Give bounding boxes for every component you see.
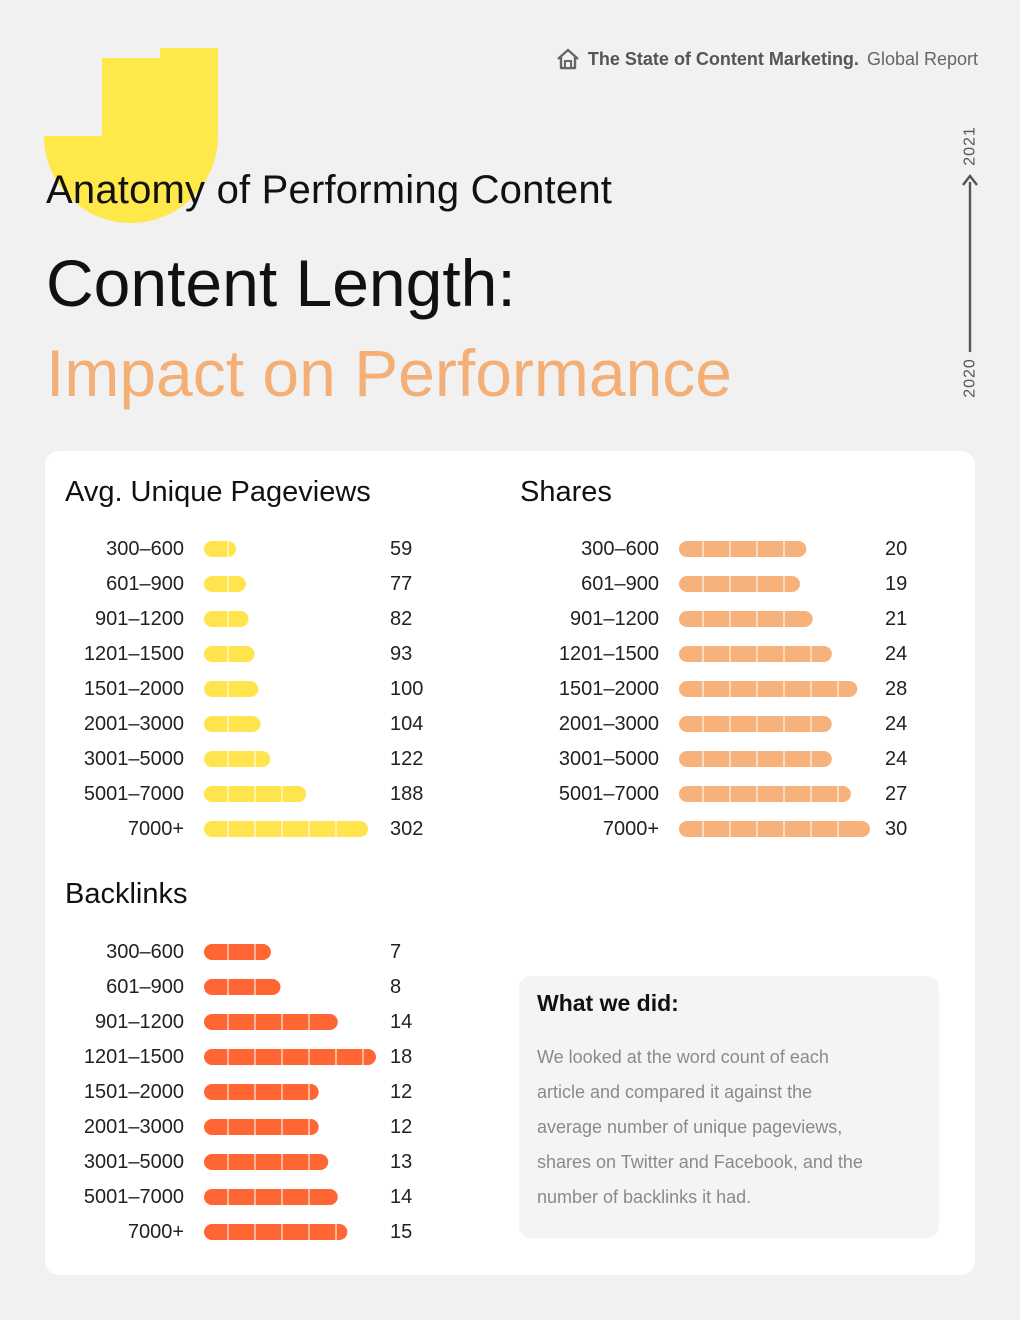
page-kicker: Anatomy of Performing Content	[46, 168, 613, 212]
shares-chart-title: Shares	[520, 476, 612, 508]
value-label: 15	[390, 1221, 413, 1243]
category-label: 5001–7000	[558, 783, 659, 805]
category-label: 300–600	[106, 941, 184, 963]
category-label: 601–900	[106, 976, 184, 998]
report-brand-light: Global Report	[866, 48, 978, 69]
bar	[204, 1084, 319, 1100]
bar	[679, 611, 813, 627]
shares-bar-chart	[520, 530, 940, 850]
note-title: What we did:	[537, 990, 679, 1016]
backlinks-chart-title: Backlinks	[65, 878, 188, 910]
bar	[679, 716, 832, 732]
bar	[204, 1119, 319, 1135]
value-label: 188	[390, 783, 424, 805]
category-label: 2001–3000	[83, 1116, 184, 1138]
page-title: Content Length:	[46, 246, 516, 320]
pageviews-bar-chart	[60, 530, 460, 850]
category-label: 7000+	[602, 818, 659, 840]
bar	[204, 576, 246, 592]
value-label: 14	[390, 1186, 413, 1208]
value-label: 82	[390, 608, 413, 630]
year-timeline	[952, 124, 988, 404]
value-label: 104	[390, 713, 424, 735]
category-label: 300–600	[581, 538, 659, 560]
pageviews-chart-title: Avg. Unique Pageviews	[65, 476, 371, 508]
value-label: 77	[390, 573, 413, 595]
category-label: 901–1200	[570, 608, 659, 630]
category-label: 1201–1500	[83, 643, 184, 665]
category-label: 2001–3000	[558, 713, 659, 735]
value-label: 20	[885, 538, 908, 560]
category-label: 901–1200	[95, 1011, 184, 1033]
value-label: 19	[885, 573, 908, 595]
value-label: 93	[390, 643, 413, 665]
value-label: 14	[390, 1011, 413, 1033]
category-label: 601–900	[106, 573, 184, 595]
bar	[204, 751, 270, 767]
note-body: We looked at the word count of each article and compared it against the average number of unique pageviews, shares on Twitter and Facebook, and the number of backlinks it had.	[537, 1047, 863, 1207]
bar	[204, 1049, 376, 1065]
value-label: 24	[885, 713, 908, 735]
bar	[204, 1014, 338, 1030]
year-end-label: 2021	[961, 126, 979, 166]
value-label: 28	[885, 678, 908, 700]
bar	[204, 541, 236, 557]
value-label: 122	[390, 748, 424, 770]
bar	[679, 646, 832, 662]
bar	[204, 681, 258, 697]
category-label: 601–900	[581, 573, 659, 595]
bar	[679, 576, 800, 592]
report-header	[556, 48, 978, 70]
value-label: 21	[885, 608, 908, 630]
bar	[204, 1189, 338, 1205]
category-label: 1201–1500	[558, 643, 659, 665]
page-subtitle: Impact on Performance	[46, 336, 732, 410]
bar	[679, 821, 870, 837]
value-label: 13	[390, 1151, 413, 1173]
value-label: 12	[390, 1081, 413, 1103]
backlinks-bar-chart	[60, 933, 460, 1253]
bar	[204, 1224, 347, 1240]
bar	[679, 751, 832, 767]
category-label: 5001–7000	[83, 1186, 184, 1208]
category-label: 3001–5000	[558, 748, 659, 770]
category-label: 1501–2000	[558, 678, 659, 700]
bar	[679, 541, 806, 557]
bar	[204, 646, 255, 662]
category-label: 3001–5000	[83, 748, 184, 770]
bar	[204, 944, 271, 960]
value-label: 27	[885, 783, 908, 805]
category-label: 1501–2000	[83, 1081, 184, 1103]
value-label: 30	[885, 818, 908, 840]
category-label: 1201–1500	[83, 1046, 184, 1068]
category-label: 5001–7000	[83, 783, 184, 805]
report-brand-bold: The State of Content Marketing.	[587, 48, 859, 69]
value-label: 59	[390, 538, 413, 560]
category-label: 300–600	[106, 538, 184, 560]
value-label: 7	[390, 941, 402, 963]
house-outline-icon	[556, 48, 580, 70]
bar	[204, 979, 280, 995]
category-label: 7000+	[127, 1221, 184, 1243]
value-label: 24	[885, 643, 908, 665]
value-label: 18	[390, 1046, 413, 1068]
value-label: 12	[390, 1116, 413, 1138]
category-label: 901–1200	[95, 608, 184, 630]
value-label: 8	[390, 976, 402, 998]
value-label: 100	[390, 678, 424, 700]
bar	[204, 611, 249, 627]
year-start-label: 2020	[961, 358, 979, 398]
methodology-note	[519, 976, 939, 1238]
category-label: 3001–5000	[83, 1151, 184, 1173]
category-label: 7000+	[127, 818, 184, 840]
value-label: 24	[885, 748, 908, 770]
bar	[679, 681, 857, 697]
category-label: 2001–3000	[83, 713, 184, 735]
value-label: 302	[390, 818, 424, 840]
bar	[679, 786, 851, 802]
category-label: 1501–2000	[83, 678, 184, 700]
bar	[204, 716, 260, 732]
